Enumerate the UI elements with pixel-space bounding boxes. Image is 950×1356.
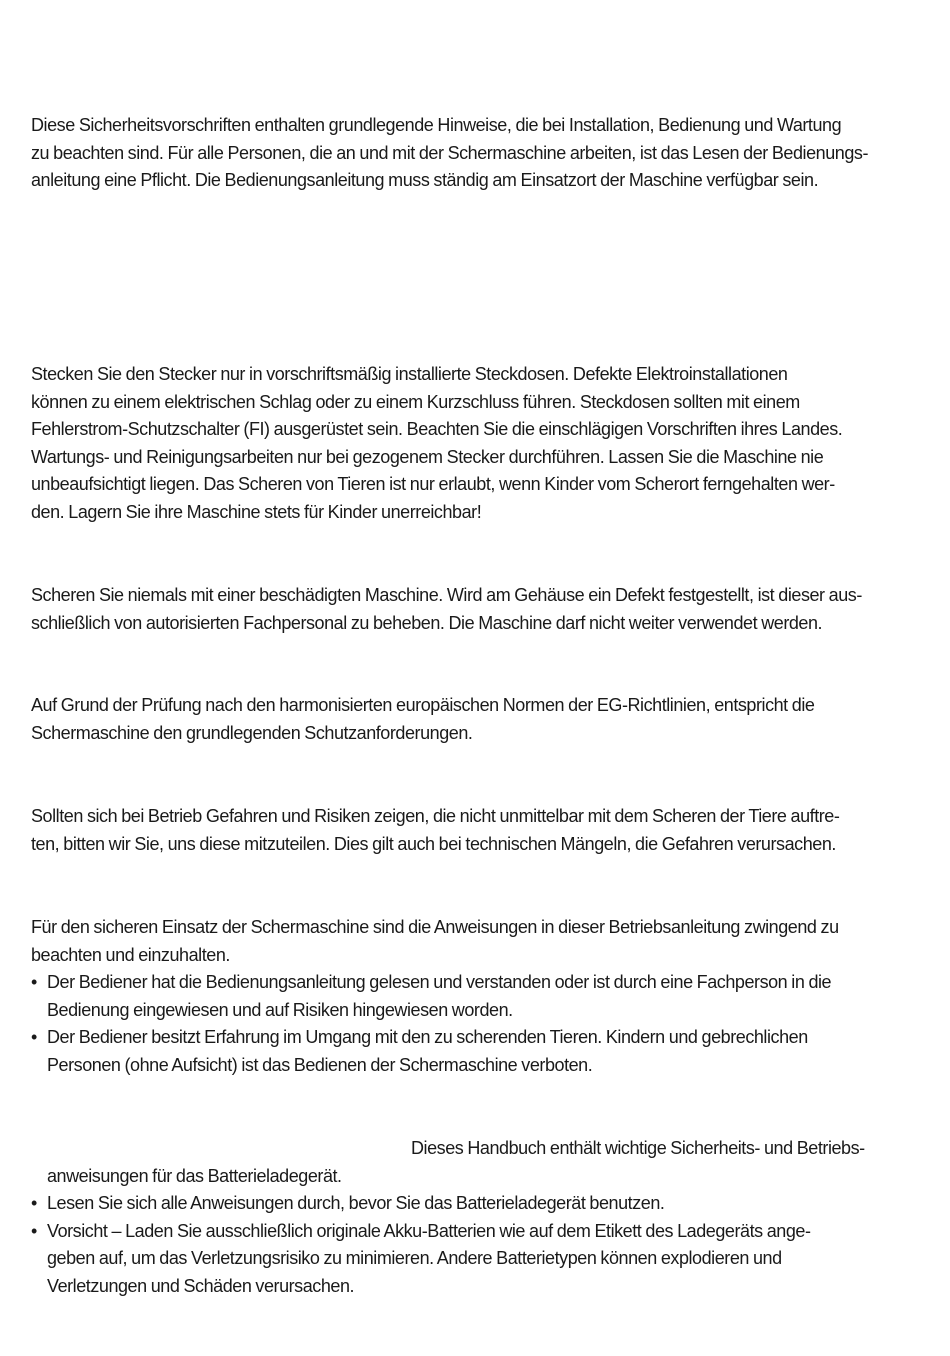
usage-bullet-2-line-1: Der Bediener besitzt Erfahrung im Umgang mit den zu scherenden Tieren. Kindern und gebrechlichen [47, 1027, 808, 1048]
intro-line-1: Diese Sicherheitsvorschriften enthalten grundlegende Hinweise, die bei Installation, Bedienung und Wartung [31, 115, 842, 135]
electrical-line-3: Fehlerstrom-Schutzschalter (FI) ausgerüstet sein. Beachten Sie die einschlägigen Vorschriften ihres Landes. [31, 419, 843, 440]
electrical-line-5: unbeaufsichtigt liegen. Das Scheren von Tieren ist nur erlaubt, wenn Kinder vom Scherort ferngehalten wer- [31, 474, 835, 495]
electrical-line-6: den. Lagern Sie ihre Maschine stets für Kinder unerreichbar! [31, 501, 482, 522]
risks-paragraph [31, 803, 921, 858]
bullet-dot: • [31, 1027, 37, 1048]
risks-line-2: ten, bitten wir Sie, uns diese mitzuteilen. Dies gilt auch bei technischen Mängeln, die Gefahren verursachen. [31, 833, 836, 854]
usage-bullet-2-line-2: Personen (ohne Aufsicht) ist das Bedienen der Schermaschine verboten. [47, 1054, 593, 1075]
charger-bullet-2 [31, 1218, 921, 1246]
electrical-safety-paragraph [31, 361, 921, 527]
charger-bullet-2-line-2: geben auf, um das Verletzungsrisiko zu minimieren. Andere Batterietypen können explodieren und [47, 1248, 782, 1269]
usage-bullet-1-line-1: Der Bediener hat die Bedienungsanleitung gelesen und verstanden oder ist durch eine Fachperson in die [47, 972, 832, 993]
damage-paragraph [31, 582, 921, 637]
conformity-paragraph [31, 692, 921, 747]
charger-line-1: Dieses Handbuch enthält wichtige Sicherheits- und Betriebs- [411, 1138, 865, 1158]
charger-bullet-2-line-3: Verletzungen und Schäden verursachen. [47, 1275, 355, 1296]
conformity-line-2: Schermaschine den grundlegenden Schutzanforderungen. [31, 722, 473, 743]
usage-bullet-1 [31, 969, 921, 997]
usage-line-2: beachten und einzuhalten. [31, 944, 230, 965]
conformity-line-1: Auf Grund der Prüfung nach den harmonisierten europäischen Normen der EG-Richtlinien, entspricht die [31, 695, 815, 715]
charger-line-2: anweisungen für das Batterieladegerät. [47, 1165, 342, 1186]
intro-paragraph [31, 112, 921, 195]
damage-line-2: schließlich von autorisierten Fachpersonal zu beheben. Die Maschine darf nicht weiter verwendet werden. [31, 612, 823, 633]
usage-section [31, 914, 921, 1080]
charger-section [31, 1135, 921, 1301]
bullet-dot: • [31, 1193, 37, 1214]
electrical-line-4: Wartungs- und Reinigungsarbeiten nur bei gezogenem Stecker durchführen. Lassen Sie die Maschine nie [31, 446, 824, 467]
usage-bullet-2 [31, 1024, 921, 1052]
electrical-line-1: Stecken Sie den Stecker nur in vorschriftsmäßig installierte Steckdosen. Defekte Elektroinstallationen [31, 364, 788, 384]
charger-bullet-1-line-1: Lesen Sie sich alle Anweisungen durch, bevor Sie das Batterieladegerät benutzen. [47, 1193, 665, 1214]
usage-line-1: Für den sicheren Einsatz der Schermaschine sind die Anweisungen in dieser Betriebsanleitung zwingend zu [31, 917, 839, 937]
intro-line-3: anleitung eine Pflicht. Die Bedienungsanleitung muss ständig am Einsatzort der Maschine verfügbar sein. [31, 170, 819, 191]
risks-line-1: Sollten sich bei Betrieb Gefahren und Risiken zeigen, die nicht unmittelbar mit dem Scheren der Tiere auftre- [31, 806, 840, 826]
charger-bullet-2-line-1: Vorsicht – Laden Sie ausschließlich originale Akku-Batterien wie auf dem Etikett des Ladegeräts ange- [47, 1220, 811, 1241]
bullet-dot: • [31, 1220, 37, 1241]
usage-bullet-1-line-2: Bedienung eingewiesen und auf Risiken hingewiesen worden. [47, 999, 513, 1020]
intro-line-2: zu beachten sind. Für alle Personen, die an und mit der Schermaschine arbeiten, ist das Lesen der Bedienungs- [31, 142, 868, 163]
damage-line-1: Scheren Sie niemals mit einer beschädigten Maschine. Wird am Gehäuse ein Defekt festgestellt, ist dieser aus- [31, 585, 862, 605]
electrical-line-2: können zu einem elektrischen Schlag oder zu einem Kurzschluss führen. Steckdosen sollten mit einem [31, 391, 800, 412]
bullet-dot: • [31, 972, 37, 993]
charger-bullet-1 [31, 1190, 921, 1218]
